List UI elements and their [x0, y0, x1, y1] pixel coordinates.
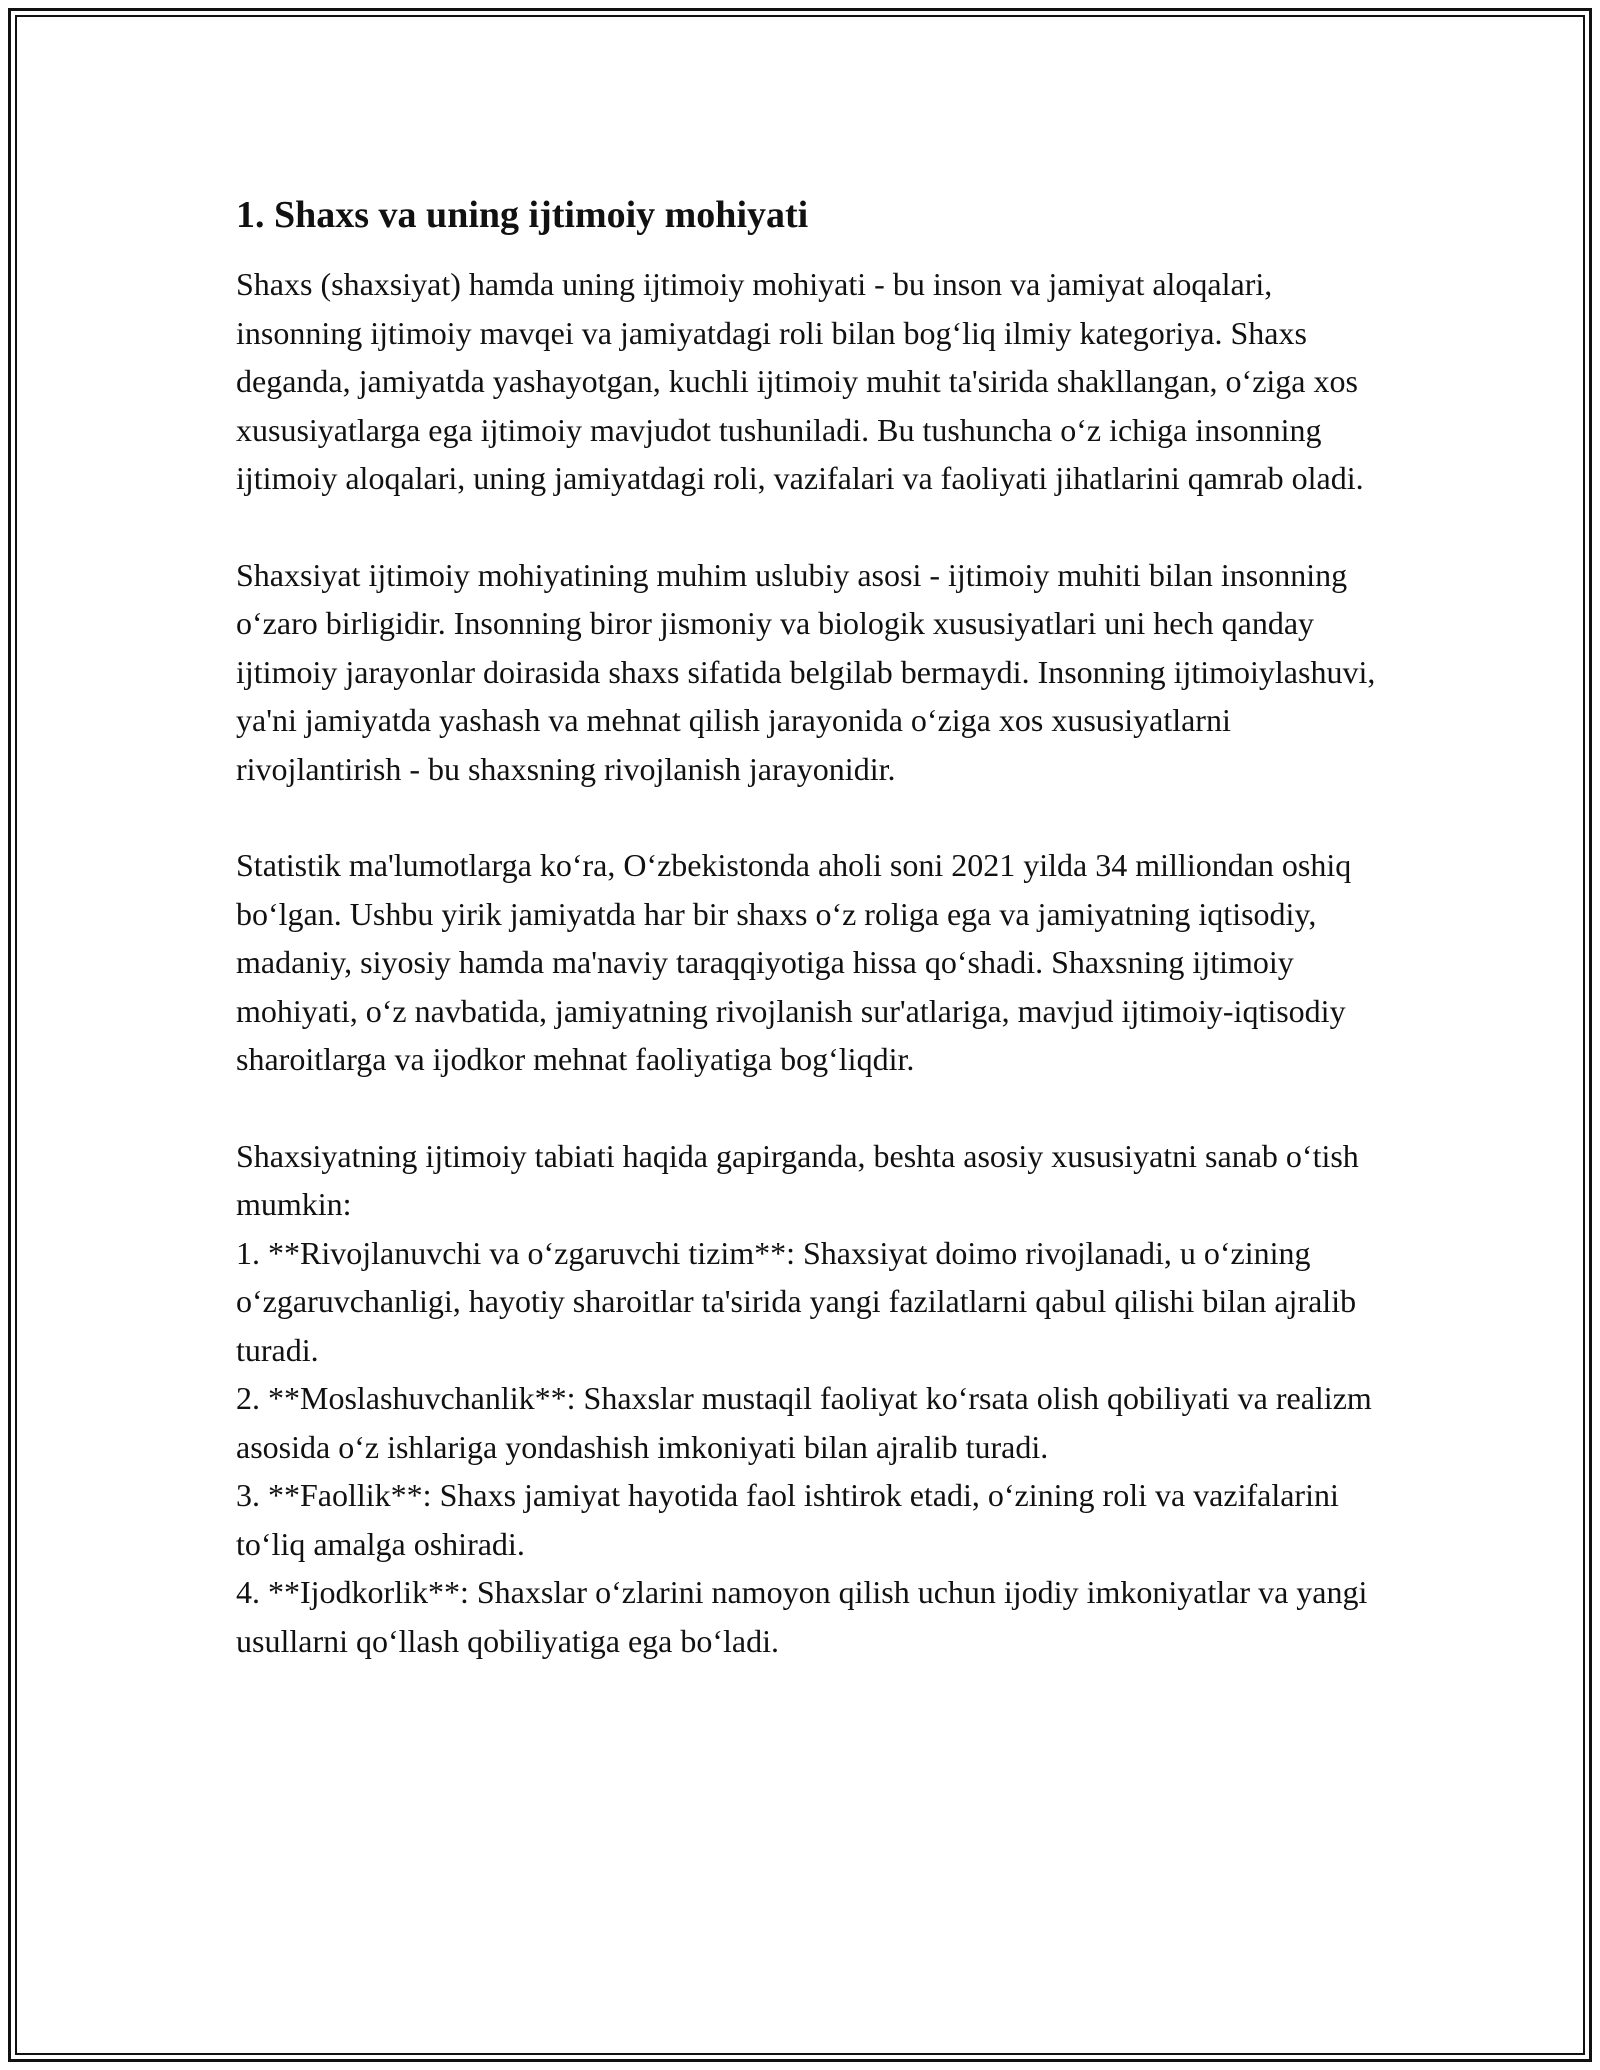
list-item: 3. **Faollik**: Shaxs jamiyat hayotida faol ishtirok etadi, o‘zining roli va vazifalarini to‘liq amalga oshiradi.: [236, 1477, 1339, 1562]
list-item: 1. **Rivojlanuvchi va o‘zgaruvchi tizim**: Shaxsiyat doimo rivojlanadi, u o‘zining o‘zgaruvchanligi, hayotiy sharoitlar ta'sirida yangi fazilatlarni qabul qilishi bilan ajralib turadi.: [236, 1234, 1357, 1368]
characteristics-list: [236, 1229, 1386, 1666]
section-heading: 1. Shaxs va uning ijtimoiy mohiyati: [236, 194, 809, 236]
list-item: 2. **Moslashuvchanlik**: Shaxslar mustaqil faoliyat ko‘rsata olish qobiliyati va realizm asosida o‘z ishlariga yondashish imkoniyati bilan ajralib turadi.: [236, 1380, 1372, 1465]
paragraph-1: Shaxs (shaxsiyat) hamda uning ijtimoiy mohiyati - bu inson va jamiyat aloqalari, insonning ijtimoiy mavqei va jamiyatdagi roli bilan bog‘liq ilmiy kategoriya. Shaxs deganda, jamiyatda yashayotgan, kuchli ijtimoiy muhit ta'sirida shakllangan, o‘ziga xos xususiyatlarga ega ijtimoiy mavjudot tushuniladi. Bu tushuncha o‘z ichiga insonning ijtimoiy aloqalari, uning jamiyatdagi roli, vazifalari va faoliyati jihatlarini qamrab oladi.: [236, 266, 1364, 496]
list-item: 4. **Ijodkorlik**: Shaxslar o‘zlarini namoyon qilish uchun ijodiy imkoniyatlar va yangi usullarni qo‘llash qobiliyatiga ega bo‘ladi.: [236, 1574, 1368, 1659]
list-intro: Shaxsiyatning ijtimoiy tabiati haqida gapirganda, beshta asosiy xususiyatni sanab o‘tish mumkin:: [236, 1137, 1359, 1222]
paragraph-2: Shaxsiyat ijtimoiy mohiyatining muhim uslubiy asosi - ijtimoiy muhiti bilan insonning o‘zaro birligidir. Insonning biror jismoniy va biologik xususiyatlari uni hech qanday ijtimoiy jarayonlar doirasida shaxs sifatida belgilab bermaydi. Insonning ijtimoiylashuvi, ya'ni jamiyatda yashash va mehnat qilish jarayonida o‘ziga xos xususiyatlarni rivojlantirish - bu shaxsning rivojlanish jarayonidir.: [236, 556, 1376, 787]
document-body: [236, 190, 1386, 1665]
paragraph-3: Statistik ma'lumotlarga ko‘ra, O‘zbekistonda aholi soni 2021 yilda 34 milliondan oshiq bo‘lgan. Ushbu yirik jamiyatda har bir shaxs o‘z roliga ega va jamiyatning iqtisodiy, madaniy, siyosiy hamda ma'naviy taraqqiyotiga hissa qo‘shadi. Shaxsning ijtimoiy mohiyati, o‘z navbatida, jamiyatning rivojlanish sur'atlariga, mavjud ijtimoiy-iqtisodiy sharoitlarga va ijodkor mehnat faoliyatiga bog‘liqdir.: [236, 847, 1352, 1077]
